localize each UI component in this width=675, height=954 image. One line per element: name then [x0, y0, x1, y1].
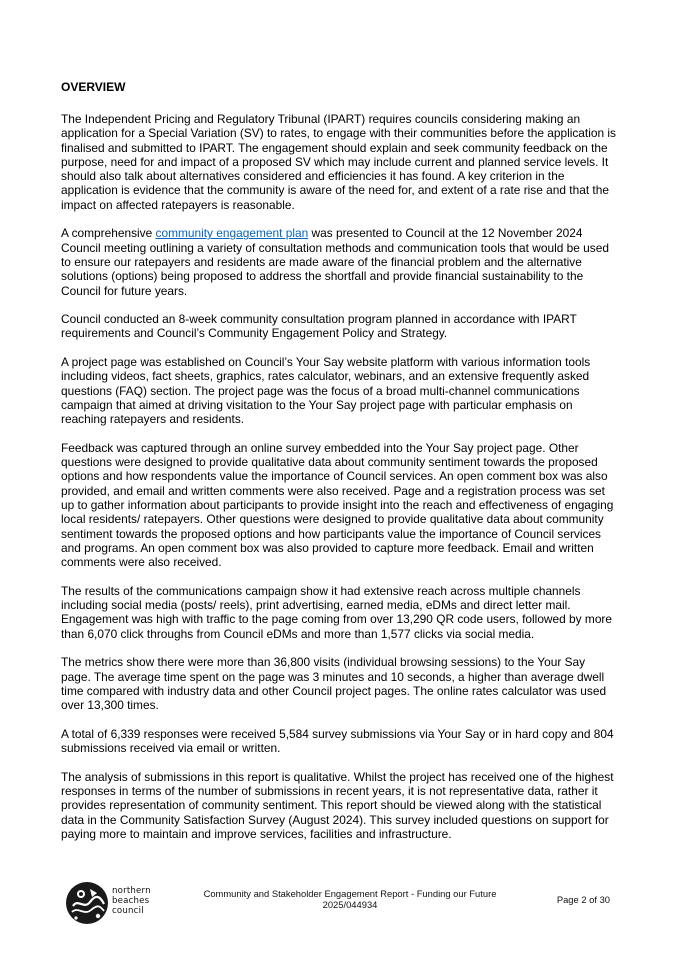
paragraph-engagement-plan [61, 226, 617, 297]
section-heading: OVERVIEW [61, 80, 126, 94]
page-footer [0, 874, 675, 934]
document-body [61, 80, 617, 855]
council-logo-icon [64, 880, 110, 926]
footer-report-title: Community and Stakeholder Engagement Report - Funding our Future [203, 888, 497, 899]
paragraph-ipart: The Independent Pricing and Regulatory Tribunal (IPART) requires councils considering making an application for a Special Variation (SV) to rates, to engage with their communities before the application is finalised and submitted to IPART. The engagement should explain and seek community feedback on the purpose, need for and impact of a proposed SV which may include current and planned service levels. It should also talk about alternatives considered and efficiencies it has found. A key criterion in the application is evidence that the community is aware of the need for, and extent of a rate rise and that the impact on affected ratepayers is reasonable. [61, 112, 616, 212]
paragraph-communications-results: The results of the communications campaign show it had extensive reach across multiple channels including social media (posts/ reels), print advertising, earned media, eDMs and direct letter mail. Engagement was high with traffic to the page coming from over 13,290 QR code users, followed by more than 6,070 click throughs from Council eDMs and more than 1,577 clicks via social media. [61, 583, 613, 641]
paragraph-responses-total: A total of 6,339 responses were received 5,584 survey submissions via Your Say or in hard copy and 804 submissions received via email or written. [61, 726, 614, 756]
paragraph-metrics: The metrics show there were more than 36,800 visits (individual browsing sessions) to the Your Say page. The average time spent on the page was 3 minutes and 10 seconds, a higher than average dwell time compared with industry data and other Council project pages. The online rates calculator was used over 13,300 times. [61, 655, 607, 713]
engagement-text-after: was presented to Council at the 12 November 2024 Council meeting outlining a variety of consultation methods and communication tools that would be used to ensure our ratepayers and residents are made aware of the financial problem and the alternative solutions (options) being proposed to address the shortfall and provide financial sustainability to the Council for future years. [61, 226, 609, 298]
logo-line-2: beaches [112, 895, 150, 906]
paragraph-consultation-program: Council conducted an 8-week community consultation program planned in accordance with IPART requirements and Council’s Community Engagement Policy and Strategy. [61, 312, 577, 341]
paragraph-feedback: Feedback was captured through an online survey embedded into the Your Say project page. Other questions were designed to provide qualitative data about community sentiment towards the proposed options and how respondents value the importance of Council services. An open comment box was also provided, and email and written comments were also received. Page and a registration process was set up to gather information about participants to provide insight into the reach and effectiveness of engaging local residents/ ratepayers. Other questions were designed to provide qualitative data about community sentiment towards the proposed options and how participants value the importance of Council services and programs. An open comment box was also provided to capture more feedback. Email and written comments were also received. [61, 440, 614, 570]
community-engagement-plan-link[interactable]: community engagement plan [155, 226, 309, 241]
footer-report-ref: 2025/044934 [322, 899, 378, 911]
logo-line-1: northern [112, 886, 151, 896]
council-logo [64, 880, 184, 930]
engagement-text-before: A comprehensive [61, 226, 156, 241]
paragraph-analysis: The analysis of submissions in this report is qualitative. Whilst the project has received one of the highest responses in terms of the number of submissions in recent years, it is not representative data, rather it provides representation of community sentiment. This report should be viewed along with the statistical data in the Community Satisfaction Survey (August 2024). This survey included questions on support for paying more to maintain and improve services, facilities and infrastructure. [61, 769, 614, 841]
paragraph-project-page: A project page was established on Council’s Your Say website platform with various information tools including videos, fact sheets, graphics, rates calculator, webinars, and an extensive frequently asked questions (FAQ) section. The project page was the focus of a broad multi-channel communications campaign that aimed at driving visitation to the Your Say project page with particular emphasis on reaching ratepayers and residents. [61, 355, 591, 427]
page-number: Page 2 of 30 [556, 894, 610, 905]
footer-report-info [190, 888, 510, 911]
council-logo-wordmark [112, 887, 151, 916]
logo-line-3: council [112, 905, 144, 916]
